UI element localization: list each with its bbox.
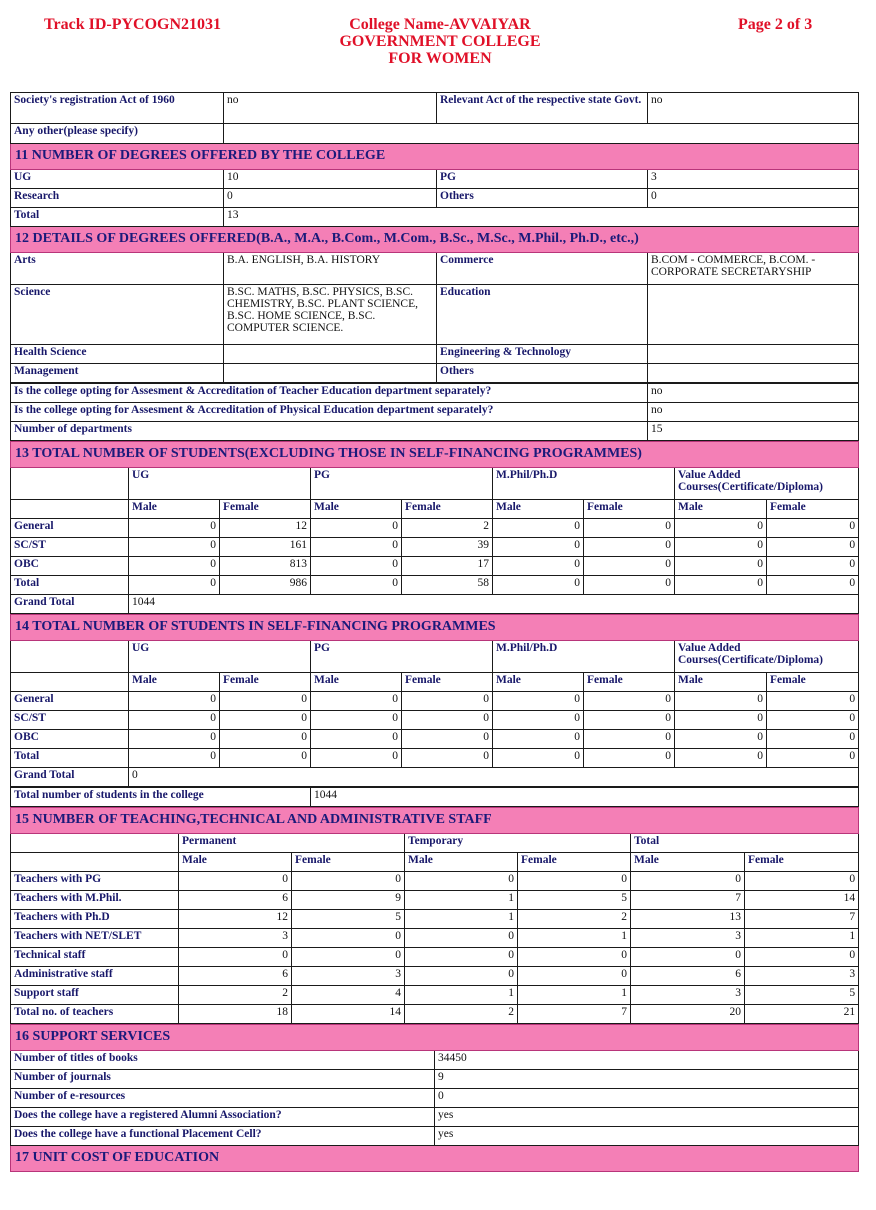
cell: 0 [220,749,311,768]
cell: 0 [311,730,402,749]
table-row [11,519,859,538]
section-11-title: 11 NUMBER OF DEGREES OFFERED BY THE COLLEGE [11,144,859,170]
cell: 34450 [435,1051,859,1070]
row-label: Teachers with Ph.D [11,910,179,929]
others-value: 0 [648,189,859,208]
s14-corner-2 [11,673,129,692]
degree-others-value [648,364,859,383]
cell: 0 [311,519,402,538]
cell: 0 [584,711,675,730]
cell: 58 [402,576,493,595]
cell: 7 [518,1005,631,1024]
cell: 0 [767,749,859,768]
cell: 12 [220,519,311,538]
row-label: SC/ST [11,538,129,557]
row-label: Number of journals [11,1070,435,1089]
cell: 5 [292,910,405,929]
s15-group-temporary: Temporary [405,834,631,853]
cell: 1 [518,929,631,948]
cell: 0 [129,519,220,538]
s15-gender-row [11,853,859,872]
college-total-label: Total number of students in the college [11,788,311,807]
s13-corner-2 [11,500,129,519]
arts-value: B.A. ENGLISH, B.A. HISTORY [224,253,437,285]
cell: 0 [767,576,859,595]
s14-group-value-added: Value Added Courses(Certificate/Diploma) [675,641,859,673]
s13-grand-total-label: Grand Total [11,595,129,614]
cell: 7 [745,910,859,929]
departments-row [11,422,859,441]
row-label: Number of titles of books [11,1051,435,1070]
s15-female-temporary: Female [518,853,631,872]
cell: 0 [493,749,584,768]
table-row [11,967,859,986]
cell: 0 [179,948,292,967]
ug-label: UG [11,170,224,189]
degrees-total-row [11,208,859,227]
table-row [11,538,859,557]
s13-group-pg: PG [311,468,493,500]
cell: 0 [584,692,675,711]
cell: 14 [292,1005,405,1024]
row-label: General [11,692,129,711]
section-17-header [11,1146,859,1172]
society-registration-row [11,93,859,124]
accreditation-table [10,383,859,441]
cell: 0 [745,872,859,891]
cell: 0 [584,519,675,538]
cell: 2 [405,1005,518,1024]
section-14-header [11,615,859,641]
row-label: Technical staff [11,948,179,967]
cell: 6 [631,967,745,986]
health-engg-row [11,345,859,364]
cell: 0 [220,711,311,730]
cell: 39 [402,538,493,557]
s13-male-va: Male [675,500,767,519]
any-other-label: Any other(please specify) [11,124,224,144]
s15-male-permanent: Male [179,853,292,872]
cell: 1 [405,891,518,910]
cell: 0 [311,711,402,730]
section-16-title: 16 SUPPORT SERVICES [11,1025,859,1051]
section-13-header [11,442,859,468]
s13-female-mphil: Female [584,500,675,519]
table-row [11,692,859,711]
table-row [11,872,859,891]
cell: 0 [129,538,220,557]
s14-male-mphil: Male [493,673,584,692]
cell: 0 [493,557,584,576]
s14-female-pg: Female [402,673,493,692]
college-total-table [10,787,859,807]
cell: 0 [220,692,311,711]
cell: 0 [402,711,493,730]
arts-commerce-row [11,253,859,285]
society-value: no [224,93,437,124]
s14-group-pg: PG [311,641,493,673]
s14-group-mphil: M.Phil/Ph.D [493,641,675,673]
cell: 0 [311,576,402,595]
row-label: Does the college have a functional Placement Cell? [11,1127,435,1146]
s13-female-pg: Female [402,500,493,519]
physical-education-answer: no [648,403,859,422]
s14-gender-row [11,673,859,692]
table-row [11,749,859,768]
section-13-table [10,441,859,614]
section-12-header [11,227,859,253]
others-label: Others [437,189,648,208]
cell: 2 [518,910,631,929]
row-label: Teachers with M.Phil. [11,891,179,910]
pg-label: PG [437,170,648,189]
cell: 0 [311,749,402,768]
physical-education-question: Is the college opting for Assesment & Accreditation of Physical Education department separately? [11,403,648,422]
cell: 0 [129,749,220,768]
row-label: OBC [11,730,129,749]
cell: 0 [179,872,292,891]
cell: 0 [311,692,402,711]
engg-label: Engineering & Technology [437,345,648,364]
teacher-education-question: Is the college opting for Assesment & Accreditation of Teacher Education department separately? [11,384,648,403]
science-value: B.SC. MATHS, B.SC. PHYSICS, B.SC. CHEMISTRY, B.SC. PLANT SCIENCE, B.SC. HOME SCIENCE, B.SC. COMPUTER SCIENCE. [224,285,437,345]
cell: 0 [493,538,584,557]
row-label: Total no. of teachers [11,1005,179,1024]
cell: 813 [220,557,311,576]
row-label: Support staff [11,986,179,1005]
row-label: Teachers with NET/SLET [11,929,179,948]
management-value [224,364,437,383]
cell: 0 [129,576,220,595]
s15-group-total: Total [631,834,859,853]
pg-value: 3 [648,170,859,189]
s15-male-temporary: Male [405,853,518,872]
cell: 0 [311,538,402,557]
cell: 3 [631,929,745,948]
s14-group-ug: UG [129,641,311,673]
arts-label: Arts [11,253,224,285]
education-value [648,285,859,345]
cell: 7 [631,891,745,910]
cell: 0 [493,730,584,749]
cell: 0 [767,557,859,576]
cell: 0 [518,872,631,891]
s15-female-permanent: Female [292,853,405,872]
row-label: OBC [11,557,129,576]
section-12-title: 12 DETAILS OF DEGREES OFFERED(B.A., M.A., B.Com., M.Com., B.Sc., M.Sc., M.Phil., Ph.D., etc.,) [11,227,859,253]
cell: 6 [179,967,292,986]
cell: 0 [584,749,675,768]
cell: 0 [767,711,859,730]
s14-grand-total-label: Grand Total [11,768,129,787]
cell: 0 [405,929,518,948]
society-label: Society's registration Act of 1960 [11,93,224,124]
college-name-line2: GOVERNMENT COLLEGE [339,33,541,50]
commerce-value: B.COM - COMMERCE, B.COM. - CORPORATE SECRETARYSHIP [648,253,859,285]
cell: 3 [179,929,292,948]
s13-grand-total-value: 1044 [129,595,859,614]
cell: 0 [584,576,675,595]
science-label: Science [11,285,224,345]
departments-label: Number of departments [11,422,648,441]
cell: 14 [745,891,859,910]
cell: 6 [179,891,292,910]
ug-value: 10 [224,170,437,189]
section-15-table [10,807,859,1024]
s14-male-va: Male [675,673,767,692]
college-name [300,16,580,67]
table-row [11,910,859,929]
degrees-research-row [11,189,859,208]
cell: 0 [675,557,767,576]
table-row [11,557,859,576]
cell: 0 [292,929,405,948]
cell: 0 [584,538,675,557]
college-total-value: 1044 [311,788,859,807]
cell: 0 [584,730,675,749]
cell: 0 [405,967,518,986]
commerce-label: Commerce [437,253,648,285]
row-label: SC/ST [11,711,129,730]
cell: 0 [675,538,767,557]
application-form [10,92,858,1172]
cell: 0 [631,872,745,891]
s14-male-pg: Male [311,673,402,692]
section-14-table [10,614,859,787]
table-row [11,891,859,910]
management-others-row [11,364,859,383]
section-15-header [11,808,859,834]
table-row [11,929,859,948]
cell: 0 [129,711,220,730]
s13-male-pg: Male [311,500,402,519]
cell: 1 [745,929,859,948]
cell: 9 [292,891,405,910]
cell: 0 [767,730,859,749]
cell: 17 [402,557,493,576]
track-id: Track ID-PYCOGN21031 [44,16,222,33]
s15-male-total: Male [631,853,745,872]
cell: 0 [129,730,220,749]
row-label: Number of e-resources [11,1089,435,1108]
cell: yes [435,1108,859,1127]
cell: 5 [518,891,631,910]
cell: 0 [402,730,493,749]
cell: 21 [745,1005,859,1024]
cell: 0 [493,576,584,595]
s14-female-mphil: Female [584,673,675,692]
education-label: Education [437,285,648,345]
s13-corner [11,468,129,500]
cell: 2 [179,986,292,1005]
health-value [224,345,437,364]
college-total-row [11,788,859,807]
cell: 0 [292,872,405,891]
cell: 1 [405,910,518,929]
relevant-act-value: no [648,93,859,124]
cell: 9 [435,1070,859,1089]
cell: 2 [402,519,493,538]
cell: 1 [405,986,518,1005]
cell: 0 [675,519,767,538]
section-17-title: 17 UNIT COST OF EDUCATION [11,1146,859,1172]
table-row [11,1127,859,1146]
cell: 986 [220,576,311,595]
cell: 13 [631,910,745,929]
s15-group-row [11,834,859,853]
cell: 0 [129,557,220,576]
s13-female-va: Female [767,500,859,519]
cell: 4 [292,986,405,1005]
row-label: Administrative staff [11,967,179,986]
cell: 0 [518,948,631,967]
any-other-row [11,124,859,144]
section-16-table [10,1024,859,1172]
cell: 0 [767,538,859,557]
section-16-header [11,1025,859,1051]
table-row [11,576,859,595]
s14-group-row [11,641,859,673]
row-label: Total [11,576,129,595]
table-row [11,1070,859,1089]
cell: 0 [129,692,220,711]
cell: 0 [745,948,859,967]
s13-group-mphil: M.Phil/Ph.D [493,468,675,500]
row-label: General [11,519,129,538]
section-13-title: 13 TOTAL NUMBER OF STUDENTS(EXCLUDING THOSE IN SELF-FINANCING PROGRAMMES) [11,442,859,468]
cell: 0 [435,1089,859,1108]
cell: 3 [631,986,745,1005]
degree-others-label: Others [437,364,648,383]
cell: 0 [405,872,518,891]
table-row [11,1005,859,1024]
physical-education-row [11,403,859,422]
cell: 0 [518,967,631,986]
s15-corner-2 [11,853,179,872]
s13-group-ug: UG [129,468,311,500]
cell: 1 [518,986,631,1005]
table-row [11,711,859,730]
cell: 0 [675,711,767,730]
college-name-line3: FOR WOMEN [388,50,492,67]
cell: 3 [745,967,859,986]
total-value: 13 [224,208,859,227]
registration-degrees-table [10,92,859,383]
s15-group-permanent: Permanent [179,834,405,853]
s13-male-ug: Male [129,500,220,519]
cell: yes [435,1127,859,1146]
row-label: Total [11,749,129,768]
science-education-row [11,285,859,345]
cell: 0 [767,692,859,711]
engg-value [648,345,859,364]
any-other-value [224,124,859,144]
table-row [11,1108,859,1127]
cell: 0 [402,749,493,768]
relevant-act-label: Relevant Act of the respective state Govt. [437,93,648,124]
cell: 0 [493,692,584,711]
teacher-education-answer: no [648,384,859,403]
s13-female-ug: Female [220,500,311,519]
cell: 0 [675,692,767,711]
cell: 0 [675,730,767,749]
cell: 18 [179,1005,292,1024]
table-row [11,1051,859,1070]
s14-female-va: Female [767,673,859,692]
cell: 0 [292,948,405,967]
s13-grand-total-row [11,595,859,614]
cell: 0 [584,557,675,576]
s14-grand-total-row [11,768,859,787]
row-label: Does the college have a registered Alumni Association? [11,1108,435,1127]
section-15-title: 15 NUMBER OF TEACHING,TECHNICAL AND ADMINISTRATIVE STAFF [11,808,859,834]
s15-female-total: Female [745,853,859,872]
cell: 3 [292,967,405,986]
page-number: Page 2 of 3 [738,16,813,33]
section-11-header [11,144,859,170]
cell: 0 [311,557,402,576]
cell: 0 [220,730,311,749]
s14-male-ug: Male [129,673,220,692]
s15-corner [11,834,179,853]
college-name-line1: College Name-AVVAIYAR [349,16,531,33]
table-row [11,730,859,749]
table-row [11,986,859,1005]
s13-group-row [11,468,859,500]
departments-value: 15 [648,422,859,441]
s14-female-ug: Female [220,673,311,692]
cell: 0 [675,576,767,595]
table-row [11,1089,859,1108]
cell: 0 [402,692,493,711]
research-label: Research [11,189,224,208]
cell: 161 [220,538,311,557]
s13-male-mphil: Male [493,500,584,519]
cell: 12 [179,910,292,929]
cell: 20 [631,1005,745,1024]
cell: 0 [493,711,584,730]
s14-grand-total-value: 0 [129,768,859,787]
row-label: Teachers with PG [11,872,179,891]
degrees-ug-row [11,170,859,189]
cell: 0 [631,948,745,967]
cell: 0 [767,519,859,538]
health-label: Health Science [11,345,224,364]
cell: 0 [493,519,584,538]
s13-gender-row [11,500,859,519]
s14-corner [11,641,129,673]
research-value: 0 [224,189,437,208]
s13-group-value-added: Value Added Courses(Certificate/Diploma) [675,468,859,500]
cell: 5 [745,986,859,1005]
cell: 0 [675,749,767,768]
teacher-education-row [11,384,859,403]
total-label: Total [11,208,224,227]
table-row [11,948,859,967]
cell: 0 [405,948,518,967]
section-14-title: 14 TOTAL NUMBER OF STUDENTS IN SELF-FINANCING PROGRAMMES [11,615,859,641]
management-label: Management [11,364,224,383]
